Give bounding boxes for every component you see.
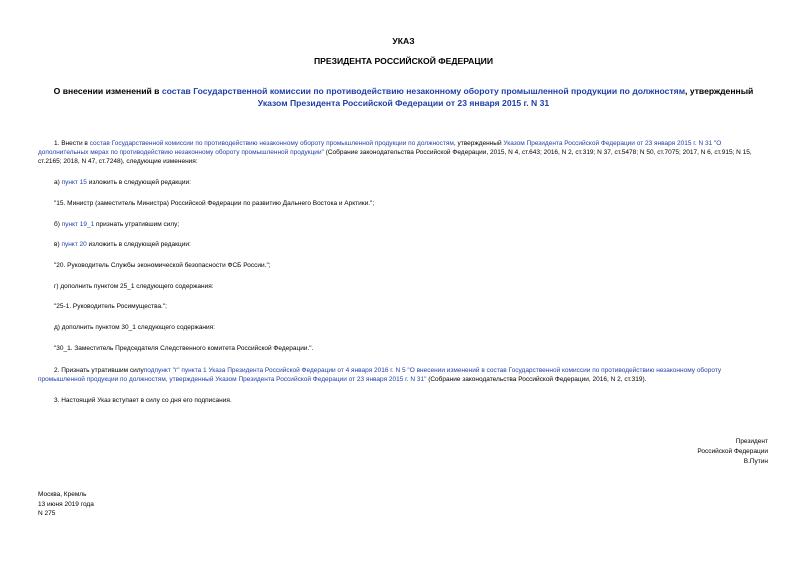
item-v-prefix: в): [54, 241, 62, 248]
place-number: N 275: [38, 510, 56, 517]
item-g: г) дополнить пунктом 25_1 следующего содержания:: [54, 283, 214, 290]
place-date-block: [38, 490, 94, 519]
place-city: Москва, Кремль: [38, 491, 87, 498]
item-b: [54, 220, 179, 229]
item-g-text: "25-1. Руководитель Росимущества.";: [54, 303, 167, 310]
paragraph-3: 3. Настоящий Указ вступает в силу со дня его подписания.: [54, 397, 232, 404]
paragraph-1: [38, 139, 768, 166]
heading-link-decree[interactable]: Указом Президента Российской Федерации от 23 января 2015 г. N 31: [257, 98, 550, 108]
item-a-text: "15. Министр (заместитель Министра) Российской Федерации по развитию Дальнего Востока и Арктики.";: [54, 200, 375, 207]
heading-text: О внесении изменений в: [53, 86, 162, 96]
p2-text: 2. Признать утратившим силу: [54, 367, 144, 374]
signature-title: Президент: [735, 438, 768, 445]
item-d-text: "30_1. Заместитель Председателя Следственного комитета Российской Федерации.".: [54, 345, 314, 352]
heading-link-commission[interactable]: состав Государственной комиссии по противодействию незаконному обороту промышленной продукции по должностям: [161, 86, 686, 96]
p2-text-2: (Собрание законодательства Российской Федерации, 2016, N 2, ст.319).: [426, 376, 647, 383]
paragraph-2: [38, 366, 768, 384]
signature-country: Российской Федерации: [697, 448, 768, 455]
place-date: 13 июня 2019 года: [38, 500, 94, 508]
item-a: [54, 178, 191, 187]
item-b-link[interactable]: пункт 19_1: [61, 221, 95, 228]
signature-block: [697, 437, 768, 467]
heading-text-middle: , утвержденный: [685, 86, 754, 96]
doc-subtitle: ПРЕЗИДЕНТА РОССИЙСКОЙ ФЕДЕРАЦИИ: [313, 56, 494, 66]
item-a-rest: изложить в следующей редакции:: [86, 179, 191, 186]
p2-link-subparagraph[interactable]: подпункт "г" пункта 1 Указа Президента Российской Федерации от 4 января 2016 г. N 5 "О внесении изменений в состав Государственной комиссии по противодействию незаконному обороту промышленной продукции по должностям, утвержденный Указом Президента Российской Федерации от 23 января 2015 г. N 31": [38, 367, 722, 383]
item-a-link[interactable]: пункт 15: [61, 179, 87, 186]
signature-name: В.Путин: [743, 458, 768, 465]
item-v-text: "20. Руководитель Службы экономической безопасности ФСБ России.";: [54, 262, 271, 269]
p1-link-decree[interactable]: Указом Президента Российской Федерации от 23 января 2015 г. N 31 "О дополнительных мерах по противодействию незаконному обороту промышленной продукции": [38, 140, 722, 156]
p1-text: 1. Внести в: [54, 140, 90, 147]
item-v-link[interactable]: пункт 20: [61, 241, 87, 248]
doc-heading: [30, 85, 777, 109]
p1-text-3: (Собрание законодательства Российской Федерации, 2015, N 4, ст.643; 2016, N 2, ст.319; N 37, ст.5478; N 50, ст.7075; 2017, N 6, ст.915; N 15, ст.2165; 2018, N 47, ст.7248), следующие изменения:: [38, 149, 752, 165]
p1-link-commission[interactable]: состав Государственной комиссии по противодействию незаконному обороту промышленной продукции по должностям: [89, 140, 454, 147]
item-v-rest: изложить в следующей редакции:: [86, 241, 191, 248]
item-v: [54, 240, 191, 249]
doc-title: УКАЗ: [392, 36, 415, 46]
p1-text-2: , утвержденный: [453, 140, 504, 147]
item-b-prefix: б): [54, 221, 62, 228]
item-a-prefix: а): [54, 179, 62, 186]
item-b-rest: признать утратившим силу;: [94, 221, 180, 228]
item-d: д) дополнить пунктом 30_1 следующего содержания:: [54, 324, 215, 331]
